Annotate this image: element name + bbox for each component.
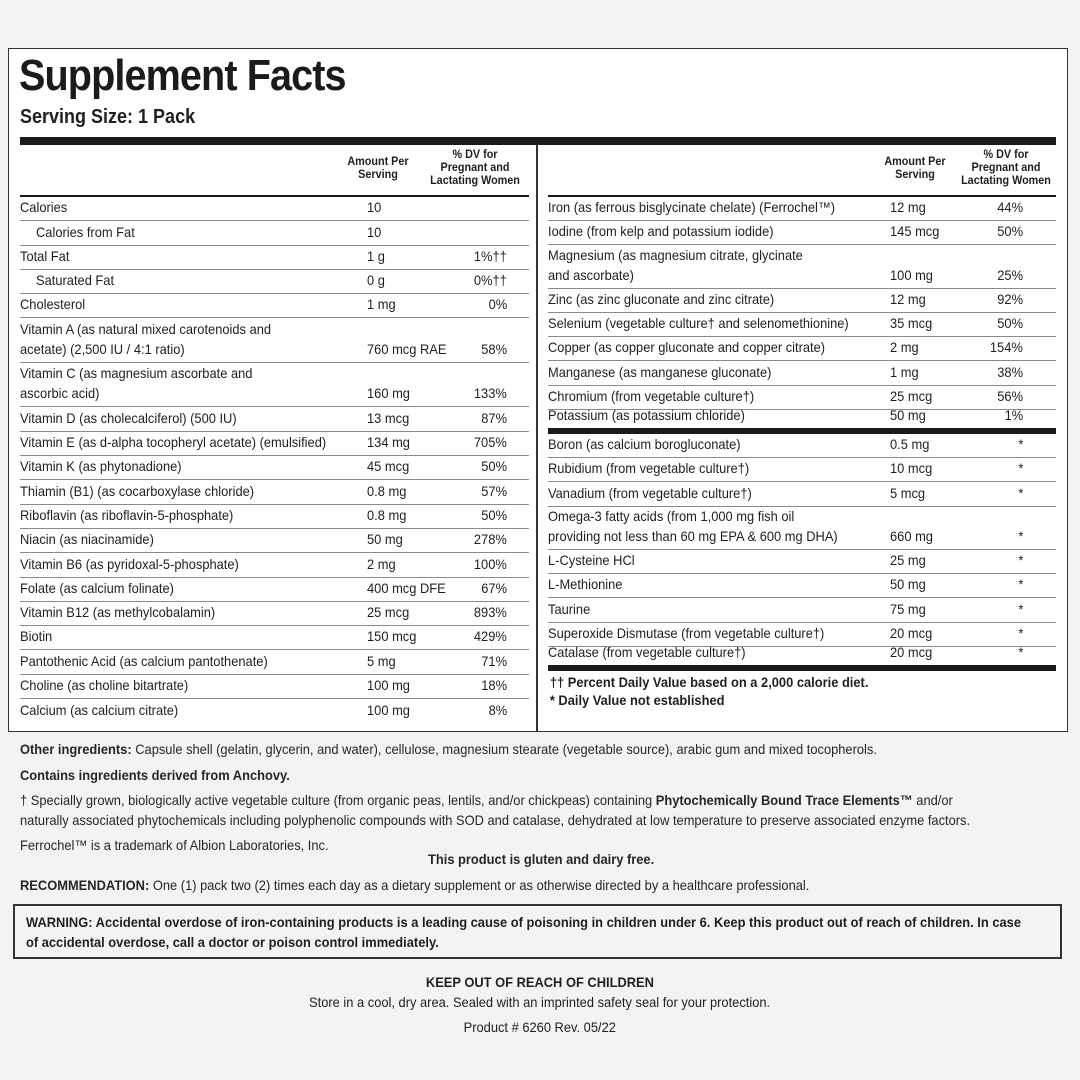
nutrient-daily-value: 18%: [481, 677, 507, 694]
nutrient-amount: 25 mcg: [890, 387, 933, 404]
nutrient-name: Zinc (as zinc gluconate and zinc citrate): [548, 291, 775, 308]
nutrient-name: Biotin: [20, 628, 53, 645]
nutrient-daily-value: 25%: [997, 266, 1023, 283]
nutrient-row: [20, 294, 529, 318]
nutrient-amount: 0 g: [367, 272, 385, 289]
percent-dv-heading: % DV for Pregnant and Lactating Women: [430, 147, 520, 187]
nutrient-name: Vitamin C (as magnesium ascorbate and ascorbic acid): [20, 365, 253, 402]
nutrient-row: [20, 480, 529, 504]
nutrient-name: L-Methionine: [548, 576, 623, 593]
nutrient-daily-value: *: [1017, 644, 1023, 660]
nutrient-name: Iodine (from kelp and potassium iodide): [548, 223, 774, 240]
nutrient-row: [548, 361, 1056, 385]
storage-text: Store in a cool, dry area. Sealed with an imprinted safety seal for your protection.: [309, 994, 771, 1010]
nutrient-amount: 2 mg: [367, 555, 396, 572]
nutrient-name: Folate (as calcium folinate): [20, 579, 174, 596]
nutrient-name: Chromium (from vegetable culture†): [548, 387, 755, 404]
nutrient-name: L-Cysteine HCl: [548, 552, 635, 569]
nutrient-name: Cholesterol: [20, 296, 86, 313]
nutrient-daily-value: *: [1017, 436, 1023, 453]
nutrient-daily-value: 0%††: [474, 272, 507, 289]
left-column: [20, 145, 529, 723]
nutrient-amount: 145 mcg: [890, 223, 940, 240]
nutrient-daily-value: *: [1017, 624, 1023, 641]
nutrient-row: [20, 505, 529, 529]
nutrient-daily-value: 133%: [474, 385, 507, 402]
nutrient-row: [548, 313, 1056, 337]
right-column-header: [548, 145, 1056, 197]
right-nutrient-list: [548, 197, 1056, 671]
nutrient-amount: 13 mcg: [367, 409, 410, 426]
nutrient-daily-value: 44%: [997, 199, 1023, 216]
nutrient-row: [20, 221, 529, 245]
nutrient-daily-value: 38%: [997, 363, 1023, 380]
nutrient-row: [20, 407, 529, 431]
nutrient-amount: 10: [367, 223, 382, 240]
amount-per-serving-heading: Amount Per Serving: [347, 154, 409, 181]
dagger-note-text-c: and/or: [912, 792, 953, 808]
nutrient-amount: 100 mg: [367, 677, 410, 694]
nutrient-amount: 10: [367, 199, 382, 216]
nutrient-name: Total Fat: [20, 247, 70, 264]
nutrient-name: Catalase (from vegetable culture†): [548, 644, 746, 660]
nutrient-name: Vitamin K (as phytonadione): [20, 458, 182, 475]
nutrient-daily-value: 58%: [481, 340, 507, 357]
nutrient-row: [548, 337, 1056, 361]
nutrient-name: Calories from Fat: [36, 223, 135, 240]
product-number: [0, 1017, 1080, 1037]
nutrient-name: Taurine: [548, 600, 591, 617]
nutrient-daily-value: 50%: [481, 458, 507, 475]
dagger-note-line-1: [20, 790, 953, 810]
nutrient-name: Omega-3 fatty acids (from 1,000 mg fish oil providing not less than 60 mg EPA & 600 mg DHA): [548, 508, 838, 545]
header-rule: [20, 137, 1056, 145]
nutrient-amount: 25 mg: [890, 552, 926, 569]
nutrient-daily-value: *: [1017, 460, 1023, 477]
nutrient-amount: 5 mg: [367, 652, 396, 669]
column-divider: [536, 145, 538, 732]
nutrient-daily-value: 50%: [481, 506, 507, 523]
nutrient-name: Copper (as copper gluconate and copper citrate): [548, 339, 826, 356]
warning-box: [13, 904, 1062, 959]
storage-note: [0, 992, 1080, 1012]
nutrient-amount: 1 mg: [367, 296, 396, 313]
nutrient-name: Niacin (as niacinamide): [20, 531, 154, 548]
nutrient-name: Pantothenic Acid (as calcium pantothenate): [20, 652, 268, 669]
nutrient-amount: 50 mg: [890, 407, 926, 423]
keep-out-text: KEEP OUT OF REACH OF CHILDREN: [425, 974, 655, 990]
left-nutrient-list: [20, 197, 529, 723]
nutrient-amount: 12 mg: [890, 199, 926, 216]
nutrient-row: [548, 458, 1056, 482]
nutrient-row: [20, 197, 529, 221]
trademark-note: Ferrochel™ is a trademark of Albion Laboratories, Inc.: [20, 837, 329, 853]
nutrient-daily-value: 100%: [474, 555, 507, 572]
recommendation-text: One (1) pack two (2) times each day as a dietary supplement or as otherwise directed by a healthcare professional.: [149, 877, 810, 893]
nutrient-daily-value: 1%: [1004, 407, 1023, 423]
nutrient-row: [548, 245, 1056, 289]
nutrient-name: Vitamin B6 (as pyridoxal-5-phosphate): [20, 555, 239, 572]
warning-text: WARNING: Accidental overdose of iron-containing products is a leading cause of poisoning in children under 6. Keep this product out of reach of children. In case of accidental overdose, call a doctor or poison control immediately.: [26, 914, 1021, 950]
recommendation-label: RECOMMENDATION:: [20, 877, 150, 893]
nutrient-daily-value: *: [1017, 528, 1023, 545]
nutrient-amount: 25 mcg: [367, 604, 410, 621]
nutrient-row: [20, 270, 529, 294]
nutrient-name: Thiamin (B1) (as cocarboxylase chloride): [20, 482, 255, 499]
other-ingredients-label: Other ingredients:: [20, 741, 132, 757]
amount-per-serving-heading: Amount Per Serving: [884, 154, 946, 181]
keep-out-of-reach: [0, 972, 1080, 992]
footnotes: [548, 673, 1015, 709]
nutrient-daily-value: *: [1017, 600, 1023, 617]
nutrient-row: [20, 626, 529, 650]
not-established-footnote: * Daily Value not established: [549, 692, 725, 708]
nutrient-amount: 160 mg: [367, 385, 410, 402]
nutrient-name: Vitamin B12 (as methylcobalamin): [20, 604, 216, 621]
nutrient-row: [20, 699, 529, 723]
gluten-dairy-free: This product is gluten and dairy free.: [428, 851, 655, 867]
nutrient-row: [20, 650, 529, 674]
nutrient-amount: 0.8 mg: [367, 506, 407, 523]
nutrient-daily-value: 705%: [474, 434, 507, 451]
nutrient-name: Magnesium (as magnesium citrate, glycinate and ascorbate): [548, 246, 803, 283]
nutrient-daily-value: 278%: [474, 531, 507, 548]
nutrient-name: Riboflavin (as riboflavin-5-phosphate): [20, 506, 234, 523]
nutrient-amount: 100 mg: [890, 266, 933, 283]
nutrient-daily-value: *: [1017, 484, 1023, 501]
nutrient-daily-value: 8%: [488, 702, 507, 719]
nutrient-name: Potassium (as potassium chloride): [548, 407, 745, 423]
nutrient-name: Manganese (as manganese gluconate): [548, 363, 772, 380]
nutrient-row: [548, 550, 1056, 574]
nutrient-name: Iron (as ferrous bisglycinate chelate) (Ferrochel™): [548, 199, 836, 216]
nutrient-amount: 5 mcg: [890, 484, 926, 501]
nutrient-daily-value: 92%: [997, 291, 1023, 308]
nutrient-daily-value: 56%: [997, 387, 1023, 404]
nutrient-amount: 400 mcg DFE: [367, 579, 446, 596]
nutrient-daily-value: 429%: [474, 628, 507, 645]
nutrient-name: Boron (as calcium borogluconate): [548, 436, 741, 453]
nutrient-daily-value: 67%: [481, 579, 507, 596]
nutrient-name: Saturated Fat: [36, 272, 115, 289]
nutrient-daily-value: 893%: [474, 604, 507, 621]
nutrient-amount: 660 mg: [890, 528, 933, 545]
nutrient-amount: 20 mcg: [890, 624, 933, 641]
nutrient-row: [548, 507, 1056, 551]
nutrient-amount: 100 mg: [367, 702, 410, 719]
other-ingredients-text: Capsule shell (gelatin, glycerin, and water), cellulose, magnesium stearate (vegetable source), arabic gum and mixed tocopherols.: [131, 741, 877, 757]
nutrient-daily-value: 1%††: [474, 247, 507, 264]
nutrient-daily-value: 71%: [481, 652, 507, 669]
other-ingredients: [20, 739, 877, 759]
nutrient-row: [20, 456, 529, 480]
nutrient-amount: 0.8 mg: [367, 482, 407, 499]
left-column-header: [20, 145, 529, 197]
nutrient-amount: 75 mg: [890, 600, 926, 617]
supplement-facts-panel: [8, 48, 1068, 732]
nutrient-amount: 134 mg: [367, 434, 410, 451]
nutrient-daily-value: *: [1017, 576, 1023, 593]
allergen-statement: Contains ingredients derived from Anchovy.: [20, 767, 290, 783]
nutrient-name: Vitamin D (as cholecalciferol) (500 IU): [20, 409, 237, 426]
nutrient-amount: 45 mcg: [367, 458, 410, 475]
panel-title: Supplement Facts: [19, 51, 346, 100]
nutrient-daily-value: 50%: [997, 315, 1023, 332]
nutrient-amount: 150 mcg: [367, 628, 417, 645]
nutrient-daily-value: *: [1017, 552, 1023, 569]
nutrient-daily-value: 87%: [481, 409, 507, 426]
dv-footnote: †† Percent Daily Value based on a 2,000 calorie diet.: [549, 674, 869, 690]
nutrient-row: [20, 675, 529, 699]
nutrient-name: Vitamin E (as d-alpha tocopheryl acetate) (emulsified): [20, 434, 327, 451]
nutrient-row: [548, 644, 1056, 671]
nutrient-name: Choline (as choline bitartrate): [20, 677, 189, 694]
nutrient-name: Calcium (as calcium citrate): [20, 702, 179, 719]
nutrient-row: [548, 482, 1056, 506]
nutrient-amount: 760 mcg RAE: [367, 340, 447, 357]
nutrient-row: [20, 432, 529, 456]
product-number-text: Product # 6260 Rev. 05/22: [463, 1019, 617, 1035]
nutrient-name: Calories: [20, 199, 68, 216]
nutrient-daily-value: 154%: [990, 339, 1023, 356]
nutrient-row: [20, 602, 529, 626]
nutrient-amount: 1 mg: [890, 363, 919, 380]
nutrient-row: [20, 246, 529, 270]
nutrient-row: [548, 434, 1056, 458]
nutrient-name: Vanadium (from vegetable culture†): [548, 484, 752, 501]
serving-size: Serving Size: 1 Pack: [20, 106, 196, 128]
nutrient-name: Rubidium (from vegetable culture†): [548, 460, 750, 477]
nutrient-daily-value: 50%: [997, 223, 1023, 240]
nutrient-amount: 1 g: [367, 247, 385, 264]
nutrient-amount: 10 mcg: [890, 460, 933, 477]
nutrient-amount: 0.5 mg: [890, 436, 930, 453]
nutrient-name: Selenium (vegetable culture† and selenomethionine): [548, 315, 849, 332]
nutrient-daily-value: 0%: [488, 296, 507, 313]
nutrient-amount: 35 mcg: [890, 315, 933, 332]
right-column: [548, 145, 1056, 709]
nutrient-row: [548, 598, 1056, 622]
percent-dv-heading: % DV for Pregnant and Lactating Women: [961, 147, 1051, 187]
nutrient-amount: 20 mcg: [890, 644, 933, 660]
nutrient-row: [548, 407, 1056, 434]
nutrient-amount: 50 mg: [890, 576, 926, 593]
nutrient-row: [548, 574, 1056, 598]
dagger-note-line-2: naturally associated phytochemicals including polyphenolic compounds with SOD and catalase, dehydrated at low temperature to preserve associated enzyme factors.: [20, 812, 971, 828]
nutrient-name: Superoxide Dismutase (from vegetable culture†): [548, 624, 825, 641]
nutrient-row: [20, 578, 529, 602]
nutrient-amount: 12 mg: [890, 291, 926, 308]
nutrient-daily-value: 57%: [481, 482, 507, 499]
dagger-note-brand: Phytochemically Bound Trace Elements™: [655, 792, 913, 808]
nutrient-row: [20, 363, 529, 408]
nutrient-row: [20, 529, 529, 553]
nutrient-row: [20, 318, 529, 363]
nutrient-row: [548, 289, 1056, 313]
nutrient-name: Vitamin A (as natural mixed carotenoids and acetate) (2,500 IU / 4:1 ratio): [20, 320, 272, 357]
nutrient-row: [548, 221, 1056, 245]
nutrient-amount: 2 mg: [890, 339, 919, 356]
nutrient-amount: 50 mg: [367, 531, 403, 548]
recommendation: [20, 875, 809, 895]
nutrient-row: [20, 553, 529, 577]
dagger-note-text-a: † Specially grown, biologically active vegetable culture (from organic peas, lentils, and/or chickpeas) containing: [20, 792, 656, 808]
nutrient-row: [548, 197, 1056, 221]
